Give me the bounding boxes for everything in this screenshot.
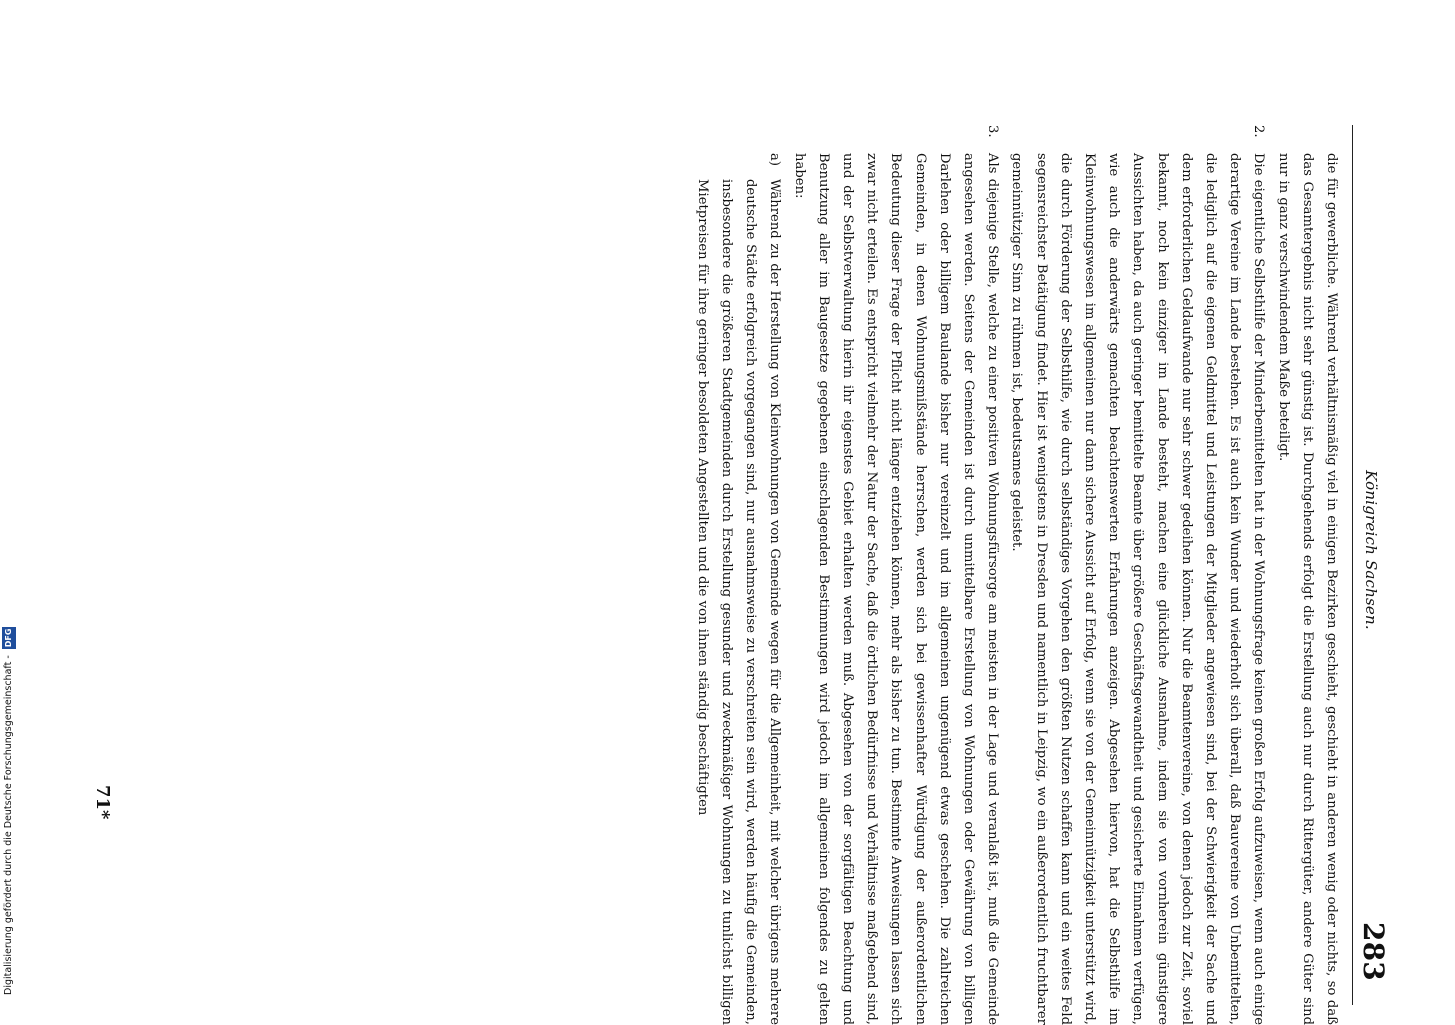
item-number: 2. <box>1251 125 1267 138</box>
page-number: 283 <box>1357 921 1390 981</box>
header-rule <box>1352 125 1353 1005</box>
sheet-signature: 71* <box>92 785 113 820</box>
sub-item-letter: a) <box>767 153 783 167</box>
credit-text: Digitalisierung gefördert durch die Deutsche Forschungsgemeinschaft - <box>3 655 14 995</box>
list-item-3 <box>786 125 1004 1025</box>
page-header <box>1350 125 1390 981</box>
sub-item-text: Während zu der Herstellung von Kleinwohnungen von Gemeinde wegen für die Allgemeinheit, mit welcher übrigens mehrere deutsche Städte erfolgreich vorgegangen sind, nur ausnahmsweise zu verschreiten sein wird, werden häufig die Gemeinden, insbesondere die größeren Stadtgemeinden durch Erstellung gesunder und zweckmäßiger Wohnungen zu tunlichst billigen Mietpreisen für ihre geringer besoldeten Angestellten und die von ihnen ständig beschäftigten <box>694 179 783 1025</box>
body-text <box>690 125 1343 1025</box>
list-item-2 <box>1004 125 1270 1025</box>
item-number: 3. <box>985 125 1001 138</box>
paragraph-continuation: die für gewerbliche. Während verhältnismäßig viel in einigen Bezirken geschieht, geschieht in anderen wenig oder nichts, so daß das Gesamtergebnis nicht sehr günstig ist. Durchgehends erfolgt die Erstellung auch nur durch Rittergüter, andere Güter sind nur in ganz verschwindendem Maße beteiligt. <box>1275 153 1339 1025</box>
sub-item-a <box>690 125 787 1025</box>
dfg-logo: DFG <box>2 627 16 650</box>
running-title: Königreich Sachsen. <box>1362 470 1380 630</box>
item-text: Die eigentliche Selbsthilfe der Minderbemittelten hat in der Wohnungsfrage keinen großen Erfolg aufzuweisen, wenn auch einige derartige Vereine im Lande bestehen. Es ist auch kein Wunder und wiederholt sich überall, daß Bauvereine von Unbemittelten, die lediglich auf die eigenen Geldmittel und Leistungen der Mitglieder angewiesen sind, bei der Schwierigkeit der Sache und dem erforderlichen Geldaufwande nur sehr schwer gedeihen können. Nur die Beamtenvereine, von denen jedoch zur Zeit, soviel bekannt, noch kein einziger im Lande besteht, machen eine glückliche Ausnahme, indem sie von vornherein günstigere Aussichten haben, da auch geringer bemittelte Beamte über größere Geschäftsgewandtheit und gesicherte Einnahmen verfügen, wie auch die anderwärts gemachten beachtenswerten Erfahrungen anzeigen. Abgesehen hiervon, hat die Selbsthilfe im Kleinwohnungswesen im allgemeinen nur dann sichere Aussicht auf Erfolg, wenn sie von der Gemeinnützigkeit unterstützt wird, die durch Förderung der Selbsthilfe, wie durch selbständiges Vorgehen den größten Nutzen schaffen kann und ein weites Feld segensreichster Betätigung findet. Hier ist wenigstens in Dresden und namentlich in Leipzig, wo ein außerordentlich fruchtbarer gemeinnütziger Sinn zu rühmen ist, bedeutsames geleistet. <box>1009 153 1267 1025</box>
item-text: Als diejenige Stelle, welche zu einer positiven Wohnungsfürsorge am meisten in der Lage und veranlaßt ist, muß die Gemeinde angesehen werden. Seitens der Gemeinden ist durch unmittelbare Erstellung von Wohnungen oder Gewährung von billigen Darlehen oder billigem Baulande bisher nur vereinzelt und im allgemeinen ungenügend etwas geschehen. Die zahlreichen Gemeinden, in denen Wohnungsmißstände herrschen, werden sich bei gewissenhafter Würdigung der außerordentlichen Bedeutung dieser Frage der Pflicht nicht länger entziehen können, mehr als bisher zu tun. Bestimmte Anweisungen lassen sich zwar nicht erteilen. Es entspricht vielmehr der Natur der Sache, daß die örtlichen Bedürfnisse und Verhältnisse maßgebend sind, und der Selbstverwaltung hierin ihr eigenstes Gebiet erhalten werden muß. Abgesehen von der sorgfältigen Beachtung und Benutzung aller im Baugesetze gegebenen einschlagenden Bestimmungen wird jedoch im allgemeinen folgendes zu gelten haben: <box>791 153 1001 1025</box>
footer-credit <box>2 600 16 995</box>
